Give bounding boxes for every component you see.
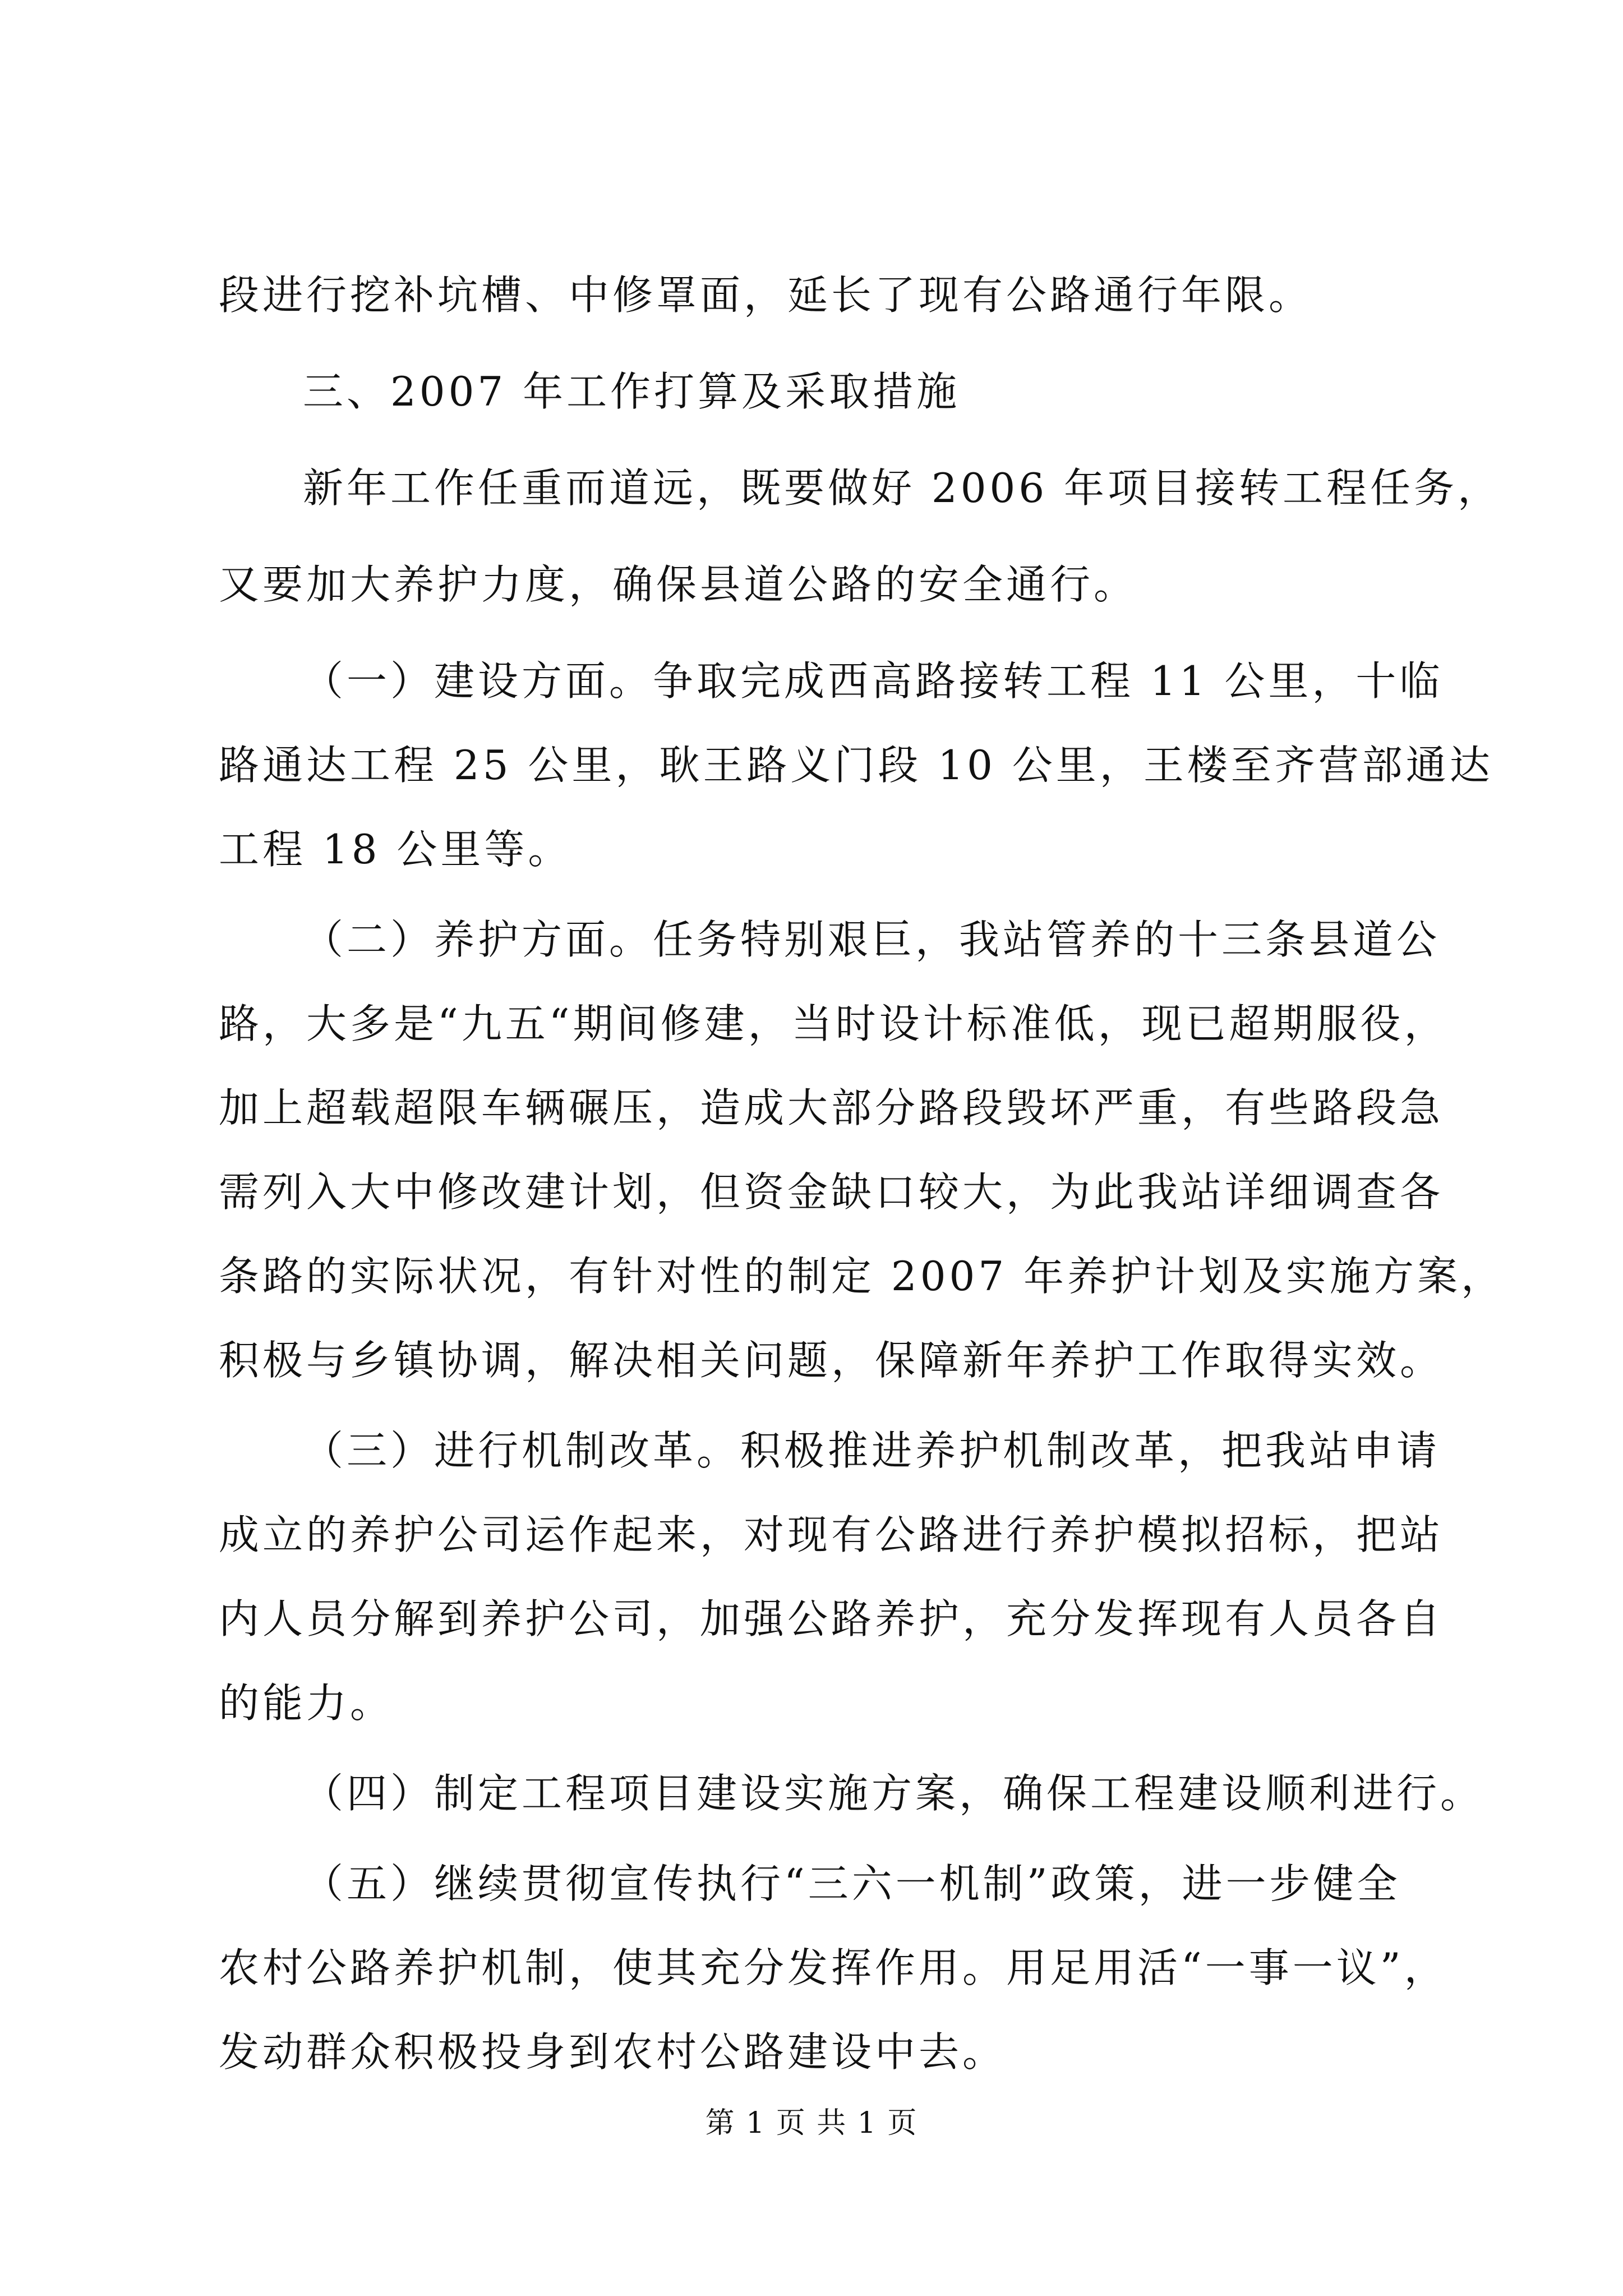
paragraph-line: 新年工作任重而道远，既要做好 2006 年项目接转工程任务， [303, 464, 1502, 512]
paragraph-line: （四）制定工程项目建设实施方案，确保工程建设顺利进行。 [303, 1770, 1484, 1817]
paragraph-line: 内人员分解到养护公司，加强公路养护，充分发挥现有人员各自 [219, 1595, 1444, 1642]
paragraph-line: 发动群众积极投身到农村公路建设中去。 [219, 2028, 1007, 2076]
paragraph-line: 的能力。 [219, 1680, 394, 1727]
paragraph-line: 工程 18 公里等。 [219, 826, 572, 873]
paragraph-line: 又要加大养护力度，确保县道公路的安全通行。 [219, 561, 1138, 608]
paragraph-line: （二）养护方面。任务特别艰巨，我站管养的十三条县道公 [303, 916, 1441, 963]
paragraph-line: （五）继续贯彻宣传执行“三六一机制”政策，进一步健全 [303, 1860, 1401, 1907]
section-heading: 三、2007 年工作打算及采取措施 [303, 368, 961, 415]
paragraph-line: 段进行挖补坑槽、中修罩面，延长了现有公路通行年限。 [219, 272, 1313, 319]
paragraph-line: 积极与乡镇协调，解决相关问题，保障新年养护工作取得实效。 [219, 1337, 1444, 1384]
paragraph-line: 成立的养护公司运作起来，对现有公路进行养护模拟招标，把站 [219, 1511, 1444, 1558]
paragraph-line: （三）进行机制改革。积极推进养护机制改革，把我站申请 [303, 1427, 1441, 1474]
paragraph-line: 路，大多是“九五“期间修建，当时设计标准低，现已超期服役， [219, 1000, 1448, 1047]
page-footer: 第 1 页 共 1 页 [705, 2106, 918, 2140]
paragraph-line: 需列入大中修改建计划，但资金缺口较大，为此我站详细调查各 [219, 1168, 1444, 1216]
paragraph-line: 路通达工程 25 公里，耿王路义门段 10 公里，王楼至齐营部通达 [219, 742, 1493, 789]
paragraph-line: 加上超载超限车辆碾压，造成大部分路段毁坏严重，有些路段急 [219, 1084, 1444, 1131]
paragraph-line: （一）建设方面。争取完成西高路接转工程 11 公里，十临 [303, 657, 1444, 705]
paragraph-line: 农村公路养护机制，使其充分发挥作用。用足用活“一事一议”， [219, 1944, 1448, 1991]
paragraph-line: 条路的实际状况，有针对性的制定 2007 年养护计划及实施方案， [219, 1253, 1505, 1300]
